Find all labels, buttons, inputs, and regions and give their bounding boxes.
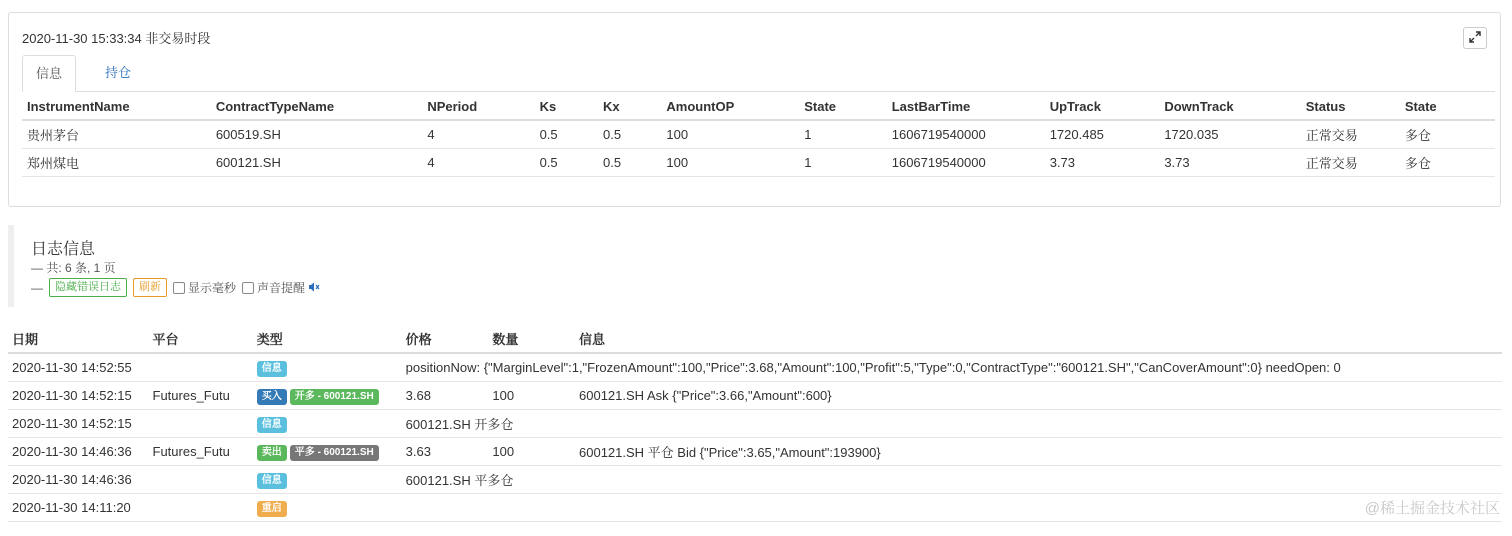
expand-button[interactable] (1463, 27, 1487, 49)
show-ms-label: 显示毫秒 (188, 281, 237, 295)
log-title: 日志信息 (31, 241, 96, 258)
positions-cell: 1720.485 (1045, 120, 1160, 149)
positions-cell: 0.5 (598, 120, 661, 149)
log-platform (149, 410, 253, 438)
tab-positions[interactable]: 持仓 (105, 65, 132, 80)
positions-header-cell: Status (1301, 93, 1400, 120)
log-date: 2020-11-30 14:52:15 (8, 382, 149, 410)
log-platform (149, 353, 253, 382)
type-badge: 信息 (257, 361, 287, 377)
log-row (8, 438, 1502, 466)
log-type (253, 353, 402, 382)
positions-header-cell: Ks (535, 93, 598, 120)
log-date: 2020-11-30 14:52:55 (8, 353, 149, 382)
watermark: @稀土掘金技术社区 (1364, 500, 1500, 517)
type-badge: 卖出 (257, 445, 287, 461)
panel-tabs (22, 55, 1495, 92)
sound-label: 声音提醒 (257, 281, 306, 295)
positions-cell: 3.73 (1045, 149, 1160, 177)
type-badge: 平多 - 600121.SH (290, 445, 379, 461)
refresh-button[interactable]: 刷新 (133, 278, 167, 297)
positions-header-cell: ContractTypeName (211, 93, 423, 120)
log-controls (31, 278, 320, 297)
log-type (253, 466, 402, 494)
checkbox-box[interactable] (242, 282, 254, 294)
log-date: 2020-11-30 14:11:20 (8, 494, 149, 522)
positions-cell: 1720.035 (1159, 120, 1300, 149)
log-date: 2020-11-30 14:46:36 (8, 466, 149, 494)
positions-cell: 多仓 (1400, 149, 1495, 177)
log-qty (488, 494, 575, 522)
positions-header-cell: AmountOP (661, 93, 799, 120)
log-platform (149, 466, 253, 494)
type-badge: 开多 - 600121.SH (290, 389, 379, 405)
log-date: 2020-11-30 14:52:15 (8, 410, 149, 438)
positions-header-cell: NPeriod (422, 93, 534, 120)
positions-cell: 1 (799, 120, 886, 149)
positions-cell: 0.5 (535, 120, 598, 149)
log-header-cell: 价格 (402, 325, 489, 353)
log-platform (149, 494, 253, 522)
log-row (8, 353, 1502, 382)
positions-cell: 1606719540000 (887, 149, 1045, 177)
positions-cell: 1606719540000 (887, 120, 1045, 149)
log-price (402, 494, 489, 522)
panel-timestamp: 2020-11-30 15:33:34 非交易时段 (22, 31, 211, 46)
expand-icon (1469, 31, 1481, 46)
checkbox-box[interactable] (173, 282, 185, 294)
positions-cell: 600519.SH (211, 120, 423, 149)
positions-cell: 600121.SH (211, 149, 423, 177)
positions-cell: 郑州煤电 (22, 149, 211, 177)
positions-cell: 正常交易 (1301, 120, 1400, 149)
log-type (253, 410, 402, 438)
log-header-cell: 信息 (575, 325, 1502, 353)
log-platform: Futures_Futu (149, 382, 253, 410)
type-badge: 买入 (257, 389, 287, 405)
show-ms-checkbox[interactable] (173, 279, 236, 296)
log-summary: — 共: 6 条, 1 页 (31, 261, 116, 275)
log-message: 600121.SH 开多仓 (402, 410, 1502, 438)
log-qty: 100 (488, 382, 575, 410)
tab-info[interactable]: 信息 (22, 55, 76, 92)
log-type (253, 494, 402, 522)
positions-row (22, 149, 1495, 177)
positions-cell: 贵州茅台 (22, 120, 211, 149)
positions-cell: 1 (799, 149, 886, 177)
positions-row (22, 120, 1495, 149)
log-row (8, 466, 1502, 494)
positions-cell: 3.73 (1159, 149, 1300, 177)
type-badge: 重启 (257, 501, 287, 517)
log-row (8, 410, 1502, 438)
positions-cell: 多仓 (1400, 120, 1495, 149)
positions-cell: 100 (661, 120, 799, 149)
status-panel (8, 12, 1501, 207)
log-accent-bar (8, 225, 14, 307)
positions-cell: 100 (661, 149, 799, 177)
hide-errors-button[interactable]: 隐藏错误日志 (49, 278, 127, 297)
log-info: 600121.SH Ask {"Price":3.66,"Amount":600} (575, 382, 1502, 410)
log-price: 3.63 (402, 438, 489, 466)
log-table (8, 325, 1502, 522)
log-type (253, 438, 402, 466)
log-qty: 100 (488, 438, 575, 466)
positions-cell: 0.5 (535, 149, 598, 177)
log-controls-dash: — (31, 280, 43, 295)
log-header-cell: 数量 (488, 325, 575, 353)
log-message: positionNow: {"MarginLevel":1,"FrozenAmount":100,"Price":3.68,"Amount":100,"Profit":5,"Type":0,"ContractType":"600121.SH","CanCoverAmount":0} needOpen: 0 (402, 353, 1502, 382)
positions-cell: 正常交易 (1301, 149, 1400, 177)
positions-header-cell: UpTrack (1045, 93, 1160, 120)
log-type (253, 382, 402, 410)
log-row (8, 494, 1502, 522)
mute-icon[interactable] (308, 281, 320, 295)
positions-header-cell: Kx (598, 93, 661, 120)
positions-cell: 4 (422, 149, 534, 177)
log-message: 600121.SH 平多仓 (402, 466, 1502, 494)
log-header-cell: 平台 (149, 325, 253, 353)
positions-cell: 4 (422, 120, 534, 149)
log-row (8, 382, 1502, 410)
log-info: 600121.SH 平仓 Bid {"Price":3.65,"Amount":193900} (575, 438, 1502, 466)
type-badge: 信息 (257, 417, 287, 433)
positions-header-cell: LastBarTime (887, 93, 1045, 120)
positions-header-cell: State (799, 93, 886, 120)
type-badge: 信息 (257, 473, 287, 489)
sound-checkbox[interactable] (242, 279, 320, 296)
positions-header-cell: State (1400, 93, 1495, 120)
log-price: 3.68 (402, 382, 489, 410)
positions-cell: 0.5 (598, 149, 661, 177)
log-header-cell: 类型 (253, 325, 402, 353)
log-info (575, 494, 1502, 522)
log-header-cell: 日期 (8, 325, 149, 353)
positions-table (22, 93, 1495, 177)
log-platform: Futures_Futu (149, 438, 253, 466)
positions-header-cell: InstrumentName (22, 93, 211, 120)
positions-header-cell: DownTrack (1159, 93, 1300, 120)
log-date: 2020-11-30 14:46:36 (8, 438, 149, 466)
